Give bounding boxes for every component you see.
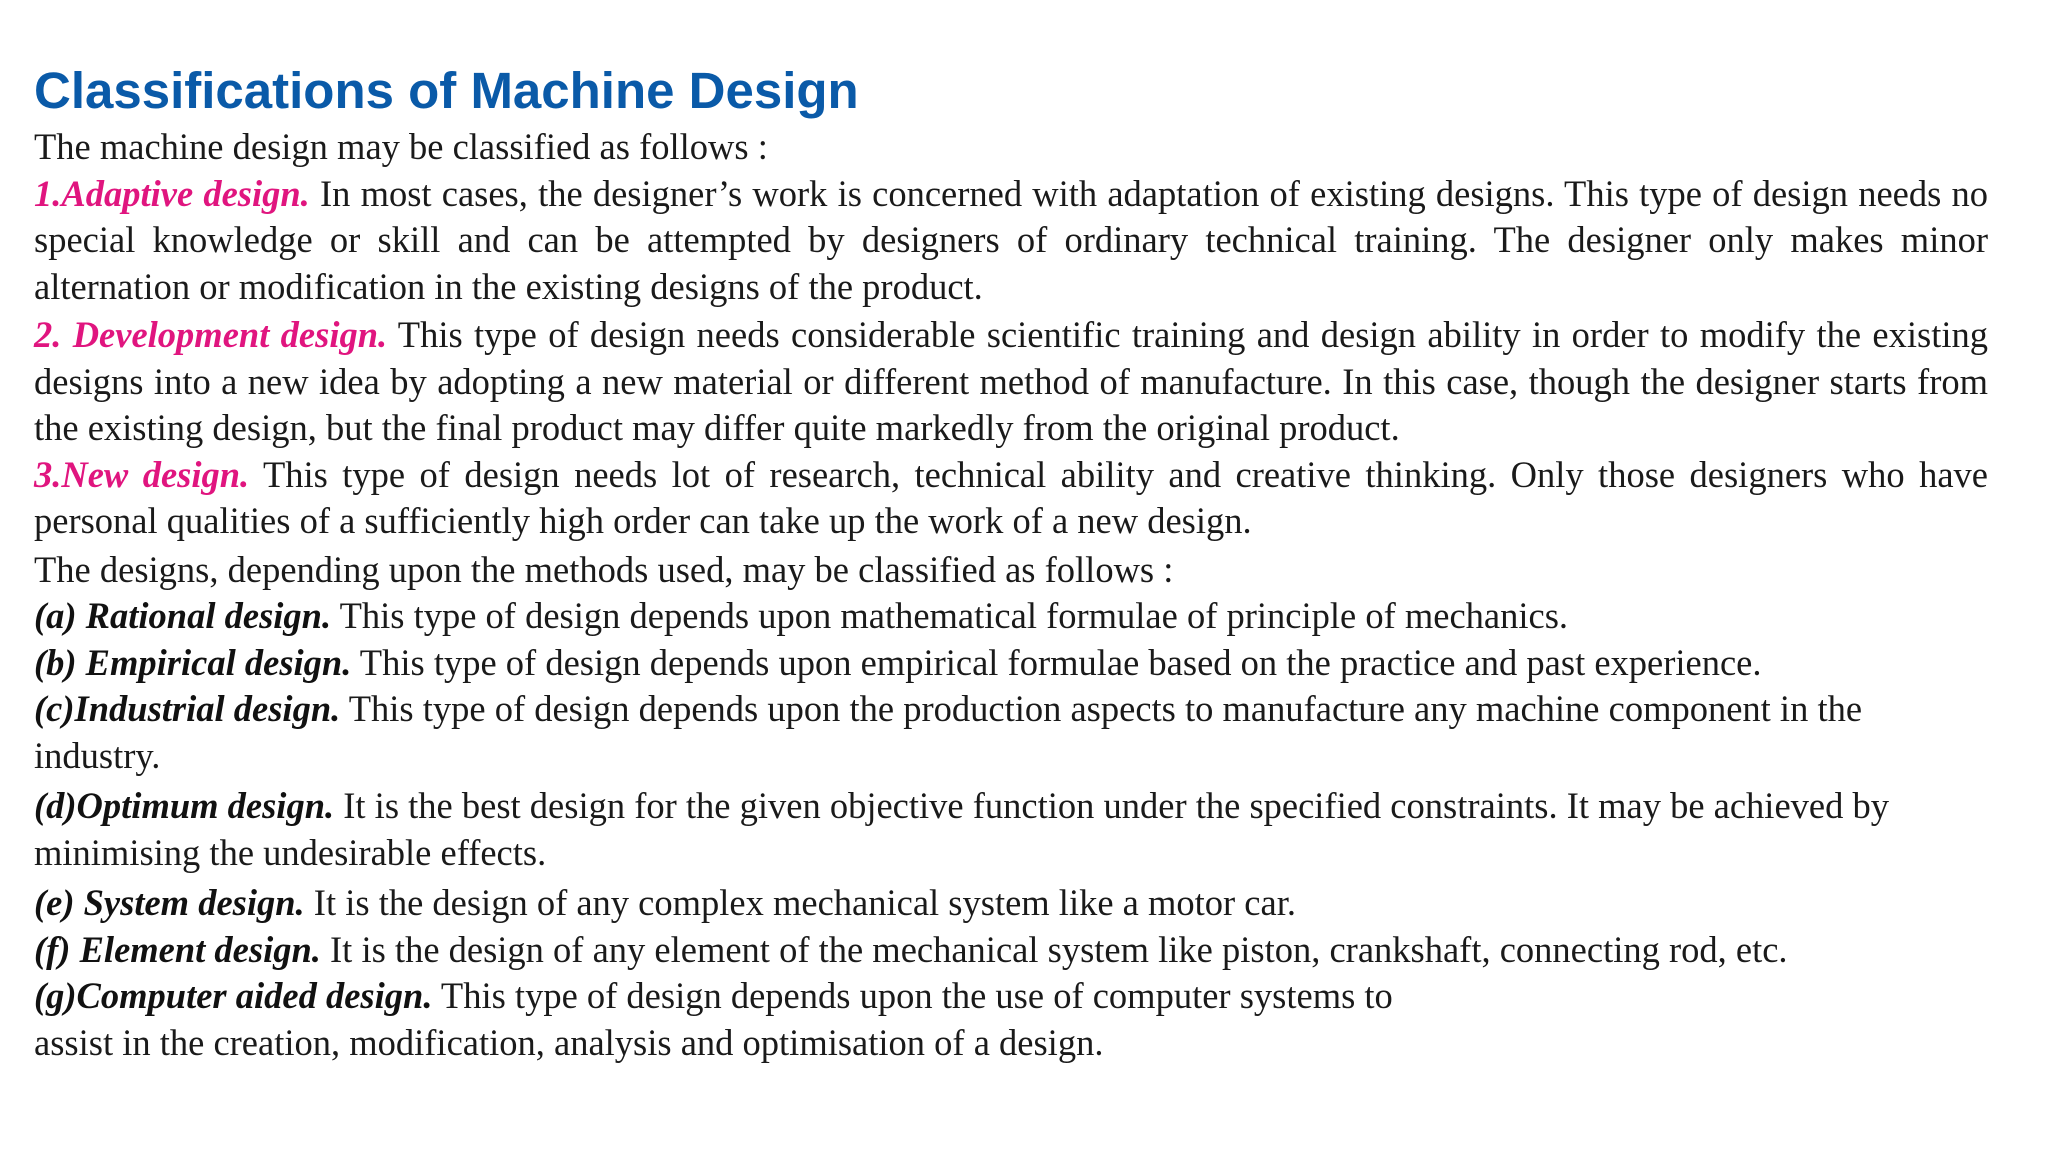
document-page (34, 58, 1988, 1066)
rational-design-paragraph (34, 593, 1988, 640)
optimum-design-text: It is the best design for the given objective function under the specified constraints. It may be achieved by minimising the undesirable effects. (34, 785, 1889, 873)
empirical-design-text: This type of design depends upon empirical formulae based on the practice and past experience. (351, 641, 1762, 683)
empirical-design-paragraph (34, 640, 1988, 687)
new-design-paragraph (34, 452, 1988, 545)
adaptive-design-paragraph (34, 171, 1988, 311)
computer-aided-design-label: (g)Computer aided design. (34, 975, 433, 1016)
rational-design-text: This type of design depends upon mathematical formulae of principle of mechanics. (331, 595, 1569, 636)
industrial-design-label: (c)Industrial design. (34, 688, 341, 729)
industrial-design-paragraph (34, 686, 1988, 779)
system-design-paragraph (34, 880, 1988, 927)
new-design-label: 3.New design. (34, 453, 250, 495)
system-design-text: It is the design of any complex mechanical system like a motor car. (304, 882, 1296, 923)
development-design-paragraph (34, 312, 1988, 452)
intro-paragraph: The machine design may be classified as follows : (34, 126, 768, 167)
element-design-paragraph (34, 927, 1988, 974)
development-design-text: This type of design needs considerable scientific training and design ability in order to modify the existing designs into a new idea by adopting a new material or different method of manufacture. In this case, though the designer starts from the existing design, but the final product may differ quite markedly from the original product. (34, 314, 1988, 448)
computer-aided-design-paragraph (34, 973, 1988, 1066)
optimum-design-paragraph (34, 783, 1988, 876)
computer-aided-design-text: This type of design depends upon the use of computer systems to (432, 975, 1393, 1016)
methods-intro-paragraph: The designs, depending upon the methods used, may be classified as follows : (34, 548, 1174, 590)
element-design-label: (f) Element design. (34, 928, 321, 970)
adaptive-design-text: In most cases, the designer’s work is concerned with adaptation of existing designs. This type of design needs no special knowledge or skill and can be attempted by designers of ordinary technical training. The designer only makes minor alternation or modification in the existing designs of the product. (34, 172, 1988, 307)
system-design-label: (e) System design. (34, 882, 305, 923)
development-design-label: 2. Development design. (34, 314, 388, 355)
optimum-design-label: (d)Optimum design. (34, 785, 335, 826)
new-design-text: This type of design needs lot of research, technical ability and creative thinking. Only those designers who have personal qualities of a sufficiently high order can take up the work of a new design. (34, 453, 1988, 541)
adaptive-design-label: 1.Adaptive design. (34, 172, 310, 214)
page-title: Classifications of Machine Design (34, 62, 859, 119)
computer-aided-design-text-line2: assist in the creation, modification, analysis and optimisation of a design. (34, 1021, 1104, 1063)
empirical-design-label: (b) Empirical design. (34, 641, 352, 683)
rational-design-label: (a) Rational design. (34, 595, 332, 636)
element-design-text: It is the design of any element of the mechanical system like piston, crankshaft, connecting rod, etc. (320, 928, 1788, 970)
industrial-design-text: This type of design depends upon the production aspects to manufacture any machine component in the industry. (34, 688, 1863, 776)
